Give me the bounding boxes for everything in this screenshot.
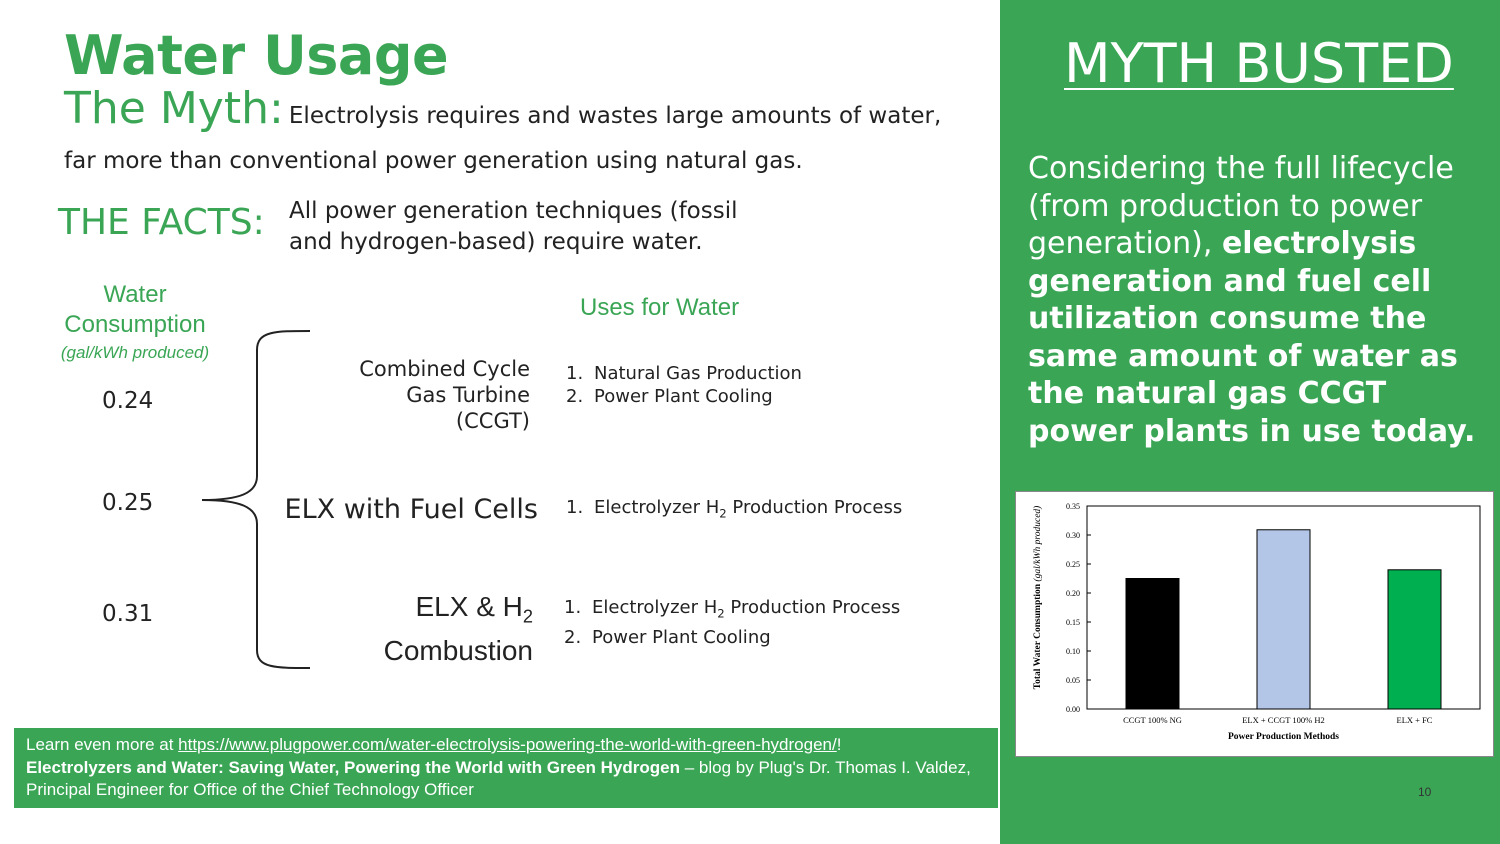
facts-label: THE FACTS: xyxy=(58,202,265,243)
list-item: 1. Electrolyzer $H_2$ Production Process xyxy=(564,597,901,621)
myth-statement xyxy=(64,83,964,174)
tech-ccgt xyxy=(330,356,530,434)
tech-elx-h2-text: ELX & H xyxy=(415,591,523,622)
blog-title: Electrolyzers and Water: Saving Water, Powering the World with Green Hydrogen xyxy=(26,757,680,777)
x-tick-label: ELX + FC xyxy=(1396,715,1433,725)
uses-list-ccgt xyxy=(566,362,802,408)
myth-busted-claim xyxy=(1028,150,1478,450)
claim-bold: electrolysis generation and fuel cell utilization consume the same amount of water as the natural gas CCGT power plants in use today. xyxy=(1028,226,1476,449)
tech-ccgt-line-2: Gas Turbine xyxy=(406,383,530,407)
uses-for-water-header: Uses for Water xyxy=(580,294,740,321)
list-item: 2. Power Plant Cooling xyxy=(564,626,771,648)
tech-combustion-text: Combustion xyxy=(383,634,533,666)
y-tick-label: 0.15 xyxy=(1066,618,1080,627)
y-tick-label: 0.10 xyxy=(1066,647,1080,656)
bar xyxy=(1257,530,1310,709)
y-tick-label: 0.05 xyxy=(1066,676,1080,685)
bar xyxy=(1126,579,1179,710)
water-value-ccgt: 0.24 xyxy=(102,388,154,414)
water-consumption-chart xyxy=(1015,491,1494,757)
slide-title: Water Usage xyxy=(64,24,449,87)
tech-ccgt-line-1: Combined Cycle xyxy=(359,357,530,381)
footer-banner xyxy=(14,728,998,808)
y-axis-label: Total Water Consumption (gal/kWh produced) xyxy=(1033,505,1043,690)
x-tick-label: ELX + CCGT 100% H2 xyxy=(1242,715,1325,725)
list-item: 1. Electrolyzer $H_2$ Production Process xyxy=(566,497,903,521)
footer-prefix: Learn even more at xyxy=(26,735,179,754)
facts-text-line-1: All power generation techniques (fossil xyxy=(289,198,738,224)
y-tick-label: 0.20 xyxy=(1066,589,1080,598)
tech-elx-fuel-cells: ELX with Fuel Cells xyxy=(284,494,538,525)
chart-svg xyxy=(1016,492,1493,756)
myth-text-line-2: far more than conventional power generation using natural gas. xyxy=(64,148,803,174)
facts-text-line-2: and hydrogen-based) require water. xyxy=(289,229,703,255)
footer-suffix: ! xyxy=(836,735,842,754)
myth-label: The Myth: xyxy=(64,83,284,134)
x-axis-label: Power Production Methods xyxy=(1227,732,1340,742)
list-item: 2. Power Plant Cooling xyxy=(566,386,773,407)
tech-elx-h2-combustion xyxy=(330,590,533,668)
blog-link[interactable]: https://www.plugpower.com/water-electrolysis-powering-the-world-with-green-hydrogen/ xyxy=(178,735,837,754)
myth-text-line-1: Electrolysis requires and wastes large amounts of water, xyxy=(288,103,942,129)
blog-attribution: – blog by Plug's Dr. Thomas I. Valdez, Principal Engineer for Office of the Chief Technology Officer xyxy=(26,757,971,799)
water-head-line-1: Water xyxy=(103,281,167,308)
myth-busted-heading: MYTH BUSTED xyxy=(1064,32,1454,95)
y-tick-label: 0.25 xyxy=(1066,560,1080,569)
tech-ccgt-line-3: (CCGT) xyxy=(455,409,530,433)
uses-list-elx-fc xyxy=(566,496,902,526)
facts-text xyxy=(289,196,789,258)
y-tick-label: 0.30 xyxy=(1066,531,1080,540)
water-head-line-2: Consumption xyxy=(64,311,206,338)
uses-list-elx-h2 xyxy=(564,596,900,649)
page-number: 10 xyxy=(1418,785,1432,799)
list-item: 1. Natural Gas Production xyxy=(566,363,802,384)
tech-elx-h2-sub: 2 xyxy=(522,606,533,627)
y-tick-label: 0.35 xyxy=(1066,502,1080,511)
y-tick-label: 0.00 xyxy=(1066,705,1080,714)
water-value-elx-h2: 0.31 xyxy=(102,601,154,627)
water-value-elx-fc: 0.25 xyxy=(102,490,154,516)
x-tick-label: CCGT 100% NG xyxy=(1123,715,1182,725)
bar xyxy=(1388,570,1441,709)
claim-plain: Considering the full lifecycle (from production to power generation), xyxy=(1028,151,1454,261)
water-head-unit: (gal/kWh produced) xyxy=(60,343,210,362)
